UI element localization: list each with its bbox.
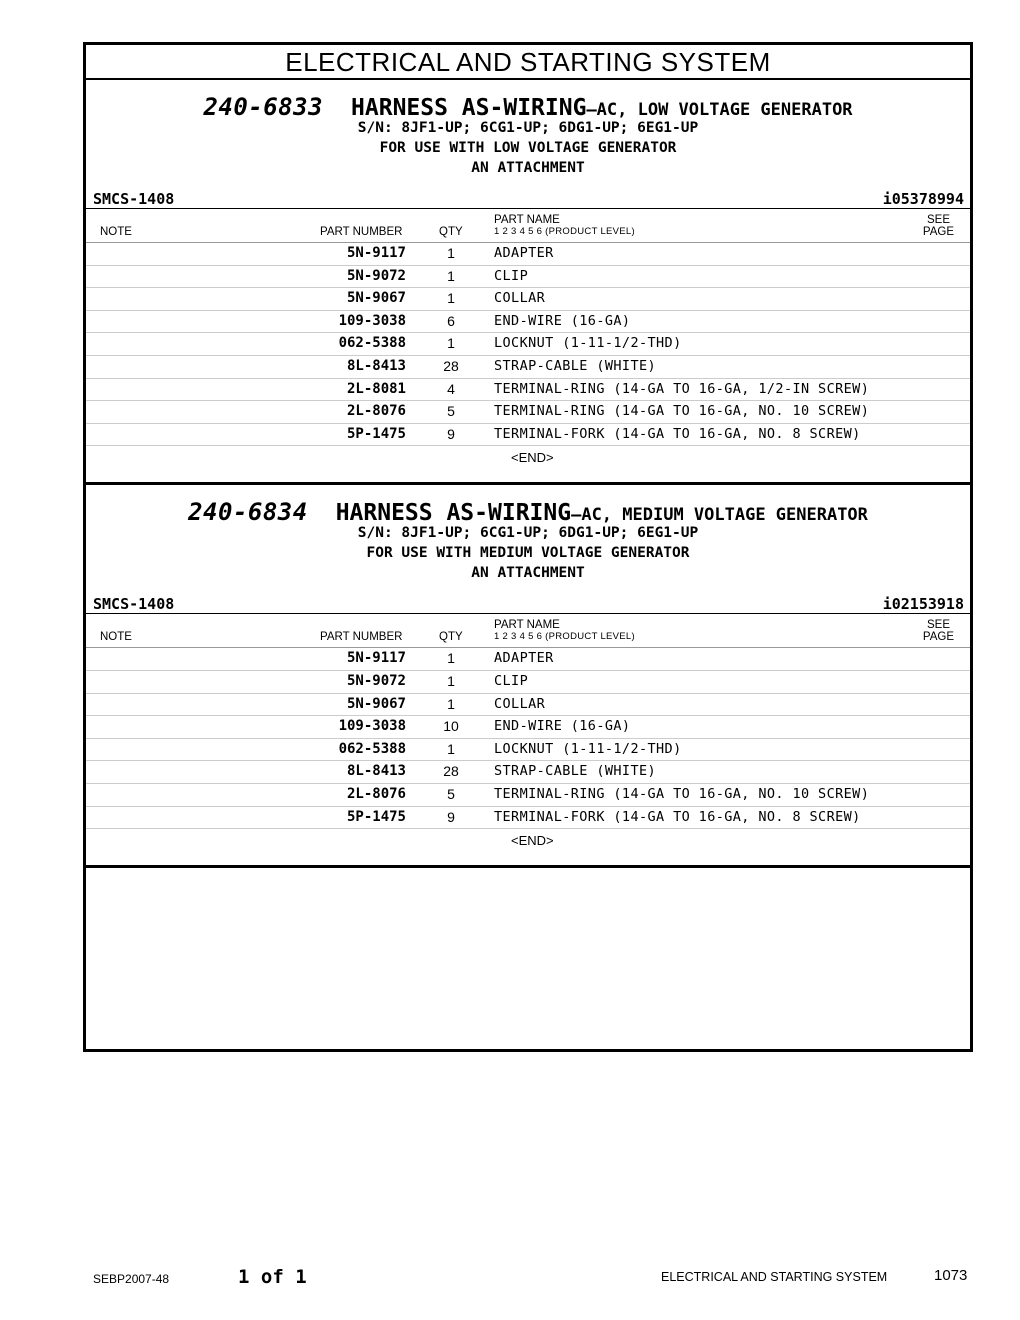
- row-part-number: 062-5388: [338, 740, 406, 757]
- section-smcs: SMCS-1408: [93, 190, 175, 208]
- section-title-line: [86, 498, 970, 526]
- section-name-suffix: —AC, MEDIUM VOLTAGE GENERATOR: [571, 505, 868, 526]
- col-page: PAGE: [922, 226, 954, 238]
- table-row: [86, 784, 970, 807]
- section-name: HARNESS AS-WIRING: [351, 95, 587, 121]
- section-smcs: SMCS-1408: [93, 595, 175, 614]
- section-attachment: AN ATTACHMENT: [471, 160, 585, 176]
- row-part-name: TERMINAL-RING (14-GA TO 16-GA, NO. 10 SCREW): [494, 403, 870, 420]
- section-header: [86, 80, 970, 208]
- page-frame: [83, 42, 973, 1052]
- row-part-name: END-WIRE (16-GA): [494, 312, 631, 329]
- section-name: HARNESS AS-WIRING: [335, 500, 572, 527]
- row-part-number: 8L-8413: [346, 763, 406, 780]
- col-product-levels: 1 2 3 4 5 6 (PRODUCT LEVEL): [494, 226, 635, 237]
- section-serial: S/N: 8JF1-UP; 6CG1-UP; 6DG1-UP; 6EG1-UP: [357, 525, 699, 542]
- row-qty: 9: [447, 425, 455, 442]
- section-name-suffix: —AC, LOW VOLTAGE GENERATOR: [586, 100, 853, 120]
- section-attachment: AN ATTACHMENT: [471, 565, 585, 582]
- row-part-number: 062-5388: [338, 335, 406, 352]
- section-use: FOR USE WITH MEDIUM VOLTAGE GENERATOR: [366, 545, 690, 562]
- col-page: PAGE: [922, 631, 954, 644]
- row-part-number: 5N-9067: [346, 290, 406, 307]
- col-qty: QTY: [439, 226, 463, 238]
- row-part-name: LOCKNUT (1-11-1/2-THD): [494, 335, 682, 352]
- row-part-number: 109-3038: [338, 312, 406, 329]
- row-part-number: 2L-8081: [346, 380, 406, 397]
- footer-doc-id: SEBP2007-48: [93, 1272, 170, 1286]
- row-part-name: TERMINAL-RING (14-GA TO 16-GA, NO. 10 SCREW): [494, 785, 870, 802]
- row-part-number: 5N-9072: [346, 672, 406, 689]
- row-qty: 10: [443, 718, 459, 735]
- table-row: [86, 716, 970, 739]
- col-part-name: PART NAME: [494, 619, 560, 632]
- table-row: [86, 807, 970, 830]
- col-part-name: PART NAME: [494, 214, 560, 226]
- row-part-name: COLLAR: [494, 290, 546, 307]
- row-part-name: TERMINAL-FORK (14-GA TO 16-GA, NO. 8 SCREW): [494, 808, 861, 825]
- row-part-number: 2L-8076: [346, 403, 406, 420]
- row-part-number: 5N-9072: [346, 267, 406, 284]
- section-end-marker: <END>: [511, 833, 554, 849]
- row-qty: 1: [447, 740, 455, 757]
- col-note: NOTE: [100, 226, 132, 238]
- row-part-name: ADAPTER: [494, 650, 554, 667]
- section-use: FOR USE WITH LOW VOLTAGE GENERATOR: [379, 140, 677, 156]
- col-see: SEE: [926, 214, 950, 226]
- row-part-name: END-WIRE (16-GA): [494, 718, 631, 735]
- table-row: [86, 288, 970, 311]
- footer-page-count: 1 of 1: [238, 1266, 307, 1288]
- row-part-name: COLLAR: [494, 695, 546, 712]
- row-qty: 1: [447, 650, 455, 667]
- table-row: [86, 761, 970, 784]
- table-row: [86, 243, 970, 266]
- row-qty: 1: [447, 672, 455, 689]
- row-part-name: ADAPTER: [494, 245, 554, 261]
- table-row: [86, 424, 970, 447]
- table-row: [86, 694, 970, 717]
- row-qty: 4: [447, 380, 455, 397]
- row-part-number: 2L-8076: [346, 785, 406, 802]
- row-qty: 1: [447, 245, 455, 261]
- table-row: [86, 739, 970, 762]
- row-qty: 28: [443, 357, 459, 374]
- row-part-number: 5P-1475: [346, 425, 406, 442]
- col-product-levels: 1 2 3 4 5 6 (PRODUCT LEVEL): [494, 631, 635, 643]
- section-end-marker: <END>: [511, 450, 554, 466]
- table-row: [86, 356, 970, 379]
- section-illustration-id: i02153918: [882, 595, 964, 614]
- row-part-number: 5N-9117: [346, 245, 406, 261]
- section-header: [86, 485, 970, 613]
- parts-section: [86, 80, 970, 485]
- row-part-name: STRAP-CABLE (WHITE): [494, 357, 657, 374]
- column-header: [86, 613, 970, 648]
- col-part-number: PART NUMBER: [320, 631, 403, 644]
- row-qty: 1: [447, 695, 455, 712]
- col-see: SEE: [926, 619, 950, 632]
- column-header: [86, 208, 970, 243]
- table-row: [86, 333, 970, 356]
- row-part-name: TERMINAL-RING (14-GA TO 16-GA, 1/2-IN SCREW): [494, 380, 870, 397]
- row-part-number: 5P-1475: [346, 808, 406, 825]
- row-part-name: TERMINAL-FORK (14-GA TO 16-GA, NO. 8 SCREW): [494, 425, 861, 442]
- row-part-number: 8L-8413: [346, 357, 406, 374]
- section-part-number: 240-6833: [203, 93, 324, 121]
- row-qty: 1: [447, 290, 455, 307]
- table-row: [86, 648, 970, 671]
- section-title-line: [86, 93, 970, 121]
- parts-section: [86, 485, 970, 868]
- row-qty: 5: [447, 403, 455, 420]
- row-qty: 1: [447, 335, 455, 352]
- footer-system-name: ELECTRICAL AND STARTING SYSTEM: [661, 1270, 888, 1284]
- row-part-number: 109-3038: [338, 718, 406, 735]
- row-qty: 6: [447, 312, 455, 329]
- row-part-name: CLIP: [494, 672, 529, 689]
- footer-page-number: 1073: [934, 1267, 968, 1284]
- section-illustration-id: i05378994: [882, 190, 964, 208]
- sections-container: [86, 80, 970, 868]
- row-qty: 1: [447, 267, 455, 284]
- section-part-number: 240-6834: [188, 498, 308, 527]
- row-part-name: LOCKNUT (1-11-1/2-THD): [494, 740, 682, 757]
- row-part-number: 5N-9117: [346, 650, 406, 667]
- row-part-name: CLIP: [494, 267, 529, 284]
- section-serial: S/N: 8JF1-UP; 6CG1-UP; 6DG1-UP; 6EG1-UP: [357, 120, 699, 136]
- table-row: [86, 311, 970, 334]
- page-title: ELECTRICAL AND STARTING SYSTEM: [86, 45, 970, 80]
- table-row: [86, 401, 970, 424]
- table-row: [86, 671, 970, 694]
- row-part-name: STRAP-CABLE (WHITE): [494, 763, 657, 780]
- table-row: [86, 266, 970, 289]
- row-qty: 5: [447, 785, 455, 802]
- row-qty: 28: [443, 763, 459, 780]
- col-note: NOTE: [100, 631, 132, 644]
- row-qty: 9: [447, 808, 455, 825]
- row-part-number: 5N-9067: [346, 695, 406, 712]
- table-row: [86, 379, 970, 402]
- col-qty: QTY: [439, 631, 463, 644]
- col-part-number: PART NUMBER: [320, 226, 403, 238]
